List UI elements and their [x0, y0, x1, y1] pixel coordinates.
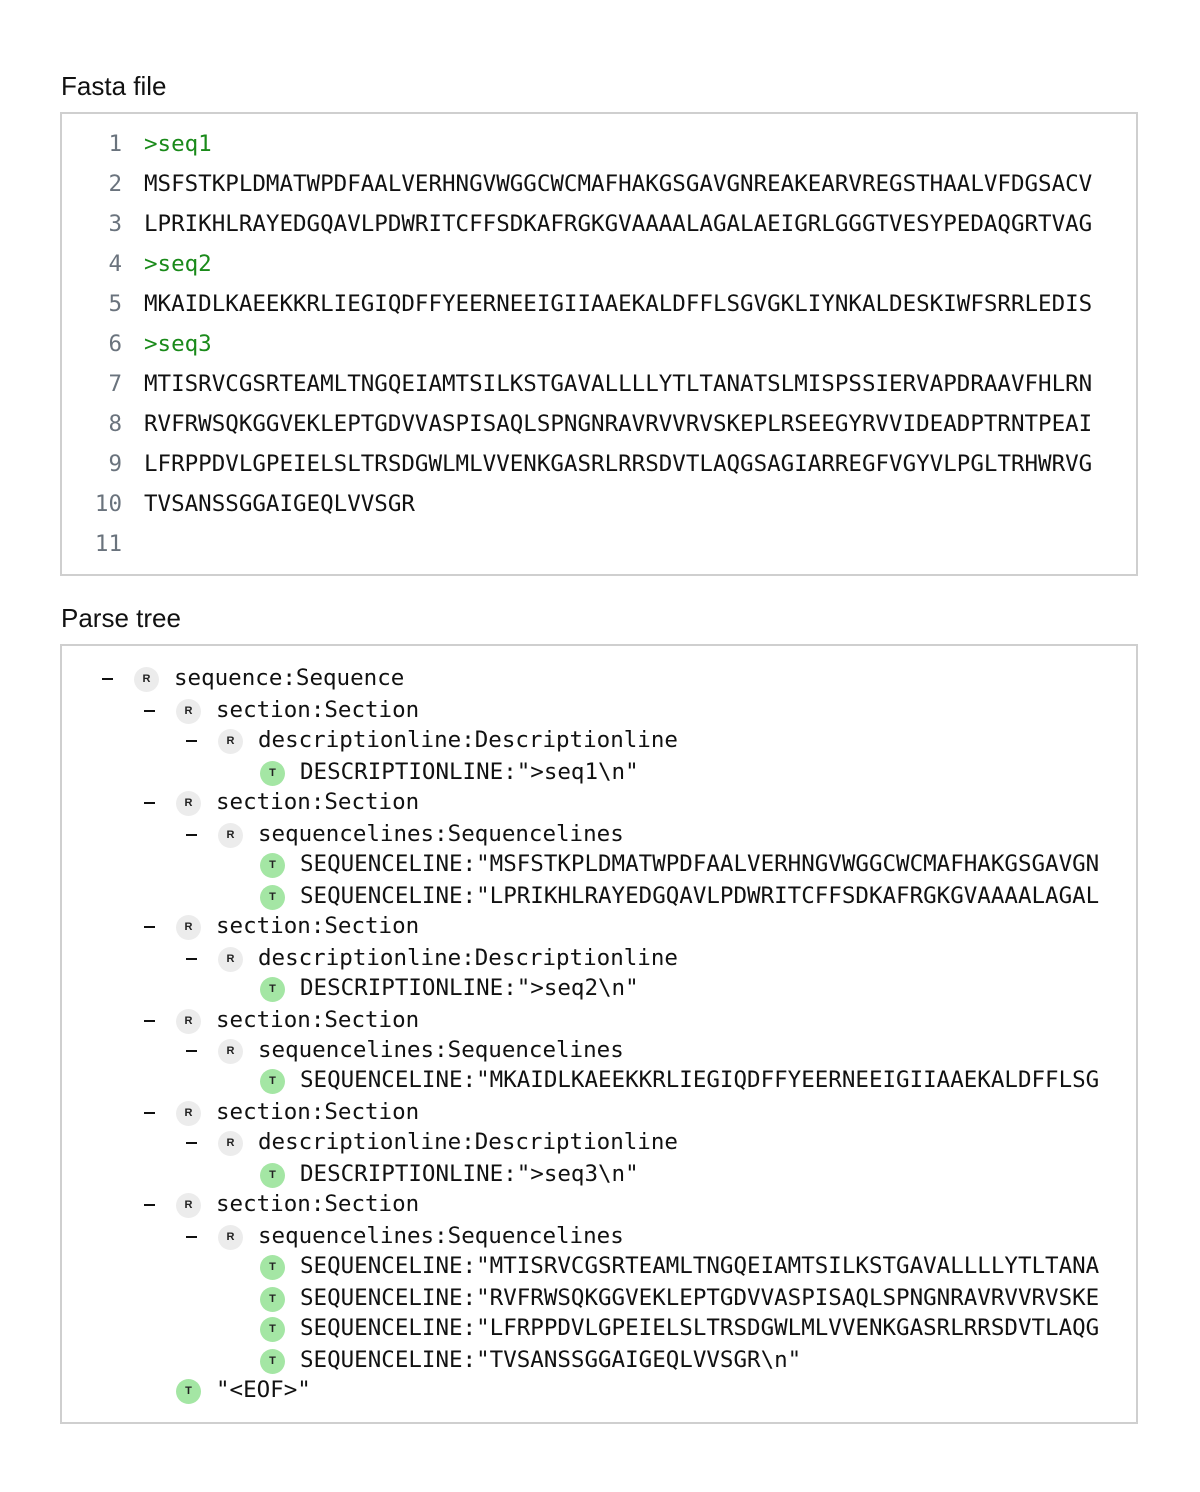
tree-node-token — [62, 1251, 1138, 1283]
rule-badge-icon: R — [176, 699, 201, 724]
tree-node-label: section:Section — [216, 1191, 420, 1217]
code-line[interactable] — [62, 524, 1138, 564]
tree-node-rule[interactable] — [62, 725, 1138, 757]
sequence-line-text: TVSANSSGGAIGEQLVVSGR — [144, 491, 415, 517]
line-number: 6 — [108, 331, 122, 357]
line-number: 3 — [108, 211, 122, 237]
collapse-toggle-icon[interactable] — [102, 678, 113, 680]
tree-node-rule[interactable] — [62, 663, 1138, 695]
line-number: 9 — [108, 451, 122, 477]
token-badge-icon: T — [260, 1163, 285, 1188]
tree-node-label: DESCRIPTIONLINE:">seq1\n" — [300, 759, 639, 785]
tree-node-token — [62, 1283, 1138, 1315]
tree-node-label: sequence:Sequence — [174, 665, 405, 691]
tree-node-label: sequencelines:Sequencelines — [258, 1223, 624, 1249]
tree-node-token — [62, 1345, 1138, 1377]
code-line[interactable] — [62, 204, 1138, 244]
rule-badge-icon: R — [218, 1131, 243, 1156]
tree-node-label: SEQUENCELINE:"TVSANSSGGAIGEQLVVSGR\n" — [300, 1347, 802, 1373]
tree-node-rule[interactable] — [62, 787, 1138, 819]
tree-node-label: descriptionline:Descriptionline — [258, 1129, 678, 1155]
tree-node-rule[interactable] — [62, 1035, 1138, 1067]
code-line[interactable] — [62, 164, 1138, 204]
tree-node-token — [62, 1065, 1138, 1097]
tree-node-label: section:Section — [216, 1007, 420, 1033]
collapse-toggle-icon[interactable] — [144, 710, 155, 712]
tree-node-label: DESCRIPTIONLINE:">seq3\n" — [300, 1161, 639, 1187]
line-number: 8 — [108, 411, 122, 437]
tree-node-label: SEQUENCELINE:"MKAIDLKAEEKKRLIEGIQDFFYEERNEEIGIIAAEKALDFFLSG — [300, 1067, 1100, 1093]
sequence-line-text: MTISRVCGSRTEAMLTNGQEIAMTSILKSTGAVALLLLYTLTANATSLMISPSSIERVAPDRAAVFHLRN — [144, 371, 1093, 397]
tree-node-token — [62, 1313, 1138, 1345]
tree-node-label: DESCRIPTIONLINE:">seq2\n" — [300, 975, 639, 1001]
tree-node-rule[interactable] — [62, 1127, 1138, 1159]
tree-node-label: SEQUENCELINE:"MSFSTKPLDMATWPDFAALVERHNGVWGGCWCMAFHAKGSGAVGN — [300, 851, 1100, 877]
collapse-toggle-icon[interactable] — [144, 1112, 155, 1114]
collapse-toggle-icon[interactable] — [144, 802, 155, 804]
sequence-line-text: LPRIKHLRAYEDGQAVLPDWRITCFFSDKAFRGKGVAAAALAGALAEIGRLGGGTVESYPEDAQGRTVAG — [144, 211, 1093, 237]
sequence-line-text: MSFSTKPLDMATWPDFAALVERHNGVWGGCWCMAFHAKGSGAVGNREAKEARVREGSTHAALVFDGSACV — [144, 171, 1093, 197]
line-number: 4 — [108, 251, 122, 277]
collapse-toggle-icon[interactable] — [186, 958, 197, 960]
line-number: 5 — [108, 291, 122, 317]
token-badge-icon: T — [260, 853, 285, 878]
tree-node-token — [62, 1159, 1138, 1191]
line-number: 7 — [108, 371, 122, 397]
collapse-toggle-icon[interactable] — [186, 834, 197, 836]
collapse-toggle-icon[interactable] — [144, 1020, 155, 1022]
code-line[interactable] — [62, 484, 1138, 524]
parse-tree-panel — [60, 644, 1138, 1424]
token-badge-icon: T — [260, 885, 285, 910]
tree-node-token — [62, 849, 1138, 881]
code-line[interactable] — [62, 364, 1138, 404]
line-number: 1 — [108, 131, 122, 157]
rule-badge-icon: R — [176, 1193, 201, 1218]
collapse-toggle-icon[interactable] — [186, 1142, 197, 1144]
token-badge-icon: T — [176, 1379, 201, 1404]
token-badge-icon: T — [260, 1349, 285, 1374]
tree-node-label: sequencelines:Sequencelines — [258, 1037, 624, 1063]
sequence-line-text: RVFRWSQKGGVEKLEPTGDVVASPISAQLSPNGNRAVRVVRVSKEPLRSEEGYRVVIDEADPTRNTPEAI — [144, 411, 1093, 437]
line-number: 2 — [108, 171, 122, 197]
fasta-file-title: Fasta file — [61, 71, 167, 101]
tree-node-label: sequencelines:Sequencelines — [258, 821, 624, 847]
code-line[interactable] — [62, 444, 1138, 484]
rule-badge-icon: R — [176, 791, 201, 816]
tree-node-label: SEQUENCELINE:"RVFRWSQKGGVEKLEPTGDVVASPISAQLSPNGNRAVRVVRVSKE — [300, 1285, 1100, 1311]
tree-node-label: section:Section — [216, 913, 420, 939]
code-line[interactable] — [62, 324, 1138, 364]
tree-node-label: section:Section — [216, 1099, 420, 1125]
collapse-toggle-icon[interactable] — [186, 1050, 197, 1052]
description-line-text: >seq2 — [144, 251, 212, 277]
tree-node-rule[interactable] — [62, 695, 1138, 727]
rule-badge-icon: R — [218, 947, 243, 972]
parse-tree-title: Parse tree — [61, 603, 181, 633]
tree-node-token — [62, 757, 1138, 789]
rule-badge-icon: R — [218, 1225, 243, 1250]
collapse-toggle-icon[interactable] — [144, 926, 155, 928]
collapse-toggle-icon[interactable] — [144, 1204, 155, 1206]
tree-node-label: section:Section — [216, 789, 420, 815]
tree-node-label: SEQUENCELINE:"MTISRVCGSRTEAMLTNGQEIAMTSILKSTGAVALLLLYTLTANA — [300, 1253, 1100, 1279]
code-line[interactable] — [62, 404, 1138, 444]
rule-badge-icon: R — [218, 823, 243, 848]
rule-badge-icon: R — [176, 915, 201, 940]
rule-badge-icon: R — [176, 1009, 201, 1034]
rule-badge-icon: R — [134, 667, 159, 692]
sequence-line-text: LFRPPDVLGPEIELSLTRSDGWLMLVVENKGASRLRRSDVTLAQGSAGIARREGFVGYVLPGLTRHWRVG — [144, 451, 1093, 477]
token-badge-icon: T — [260, 761, 285, 786]
tree-node-label: descriptionline:Descriptionline — [258, 945, 678, 971]
token-badge-icon: T — [260, 1287, 285, 1312]
tree-node-token — [62, 881, 1138, 913]
tree-node-label: SEQUENCELINE:"LFRPPDVLGPEIELSLTRSDGWLMLVVENKGASRLRRSDVTLAQG — [300, 1315, 1100, 1341]
tree-node-label: "<EOF>" — [216, 1377, 311, 1403]
description-line-text: >seq1 — [144, 131, 212, 157]
token-badge-icon: T — [260, 1317, 285, 1342]
tree-node-rule[interactable] — [62, 943, 1138, 975]
line-number: 10 — [94, 491, 122, 517]
collapse-toggle-icon[interactable] — [186, 1236, 197, 1238]
code-line[interactable] — [62, 124, 1138, 164]
collapse-toggle-icon[interactable] — [186, 740, 197, 742]
token-badge-icon: T — [260, 1069, 285, 1094]
description-line-text: >seq3 — [144, 331, 212, 357]
code-line[interactable] — [62, 284, 1138, 324]
tree-node-label: descriptionline:Descriptionline — [258, 727, 678, 753]
rule-badge-icon: R — [218, 729, 243, 754]
token-badge-icon: T — [260, 1255, 285, 1280]
tree-node-rule[interactable] — [62, 1097, 1138, 1129]
tree-node-rule[interactable] — [62, 1005, 1138, 1037]
tree-node-label: section:Section — [216, 697, 420, 723]
tree-node-rule[interactable] — [62, 1189, 1138, 1221]
tree-node-rule[interactable] — [62, 819, 1138, 851]
tree-node-token — [62, 973, 1138, 1005]
fasta-editor[interactable] — [60, 112, 1138, 576]
rule-badge-icon: R — [176, 1101, 201, 1126]
tree-node-label: SEQUENCELINE:"LPRIKHLRAYEDGQAVLPDWRITCFFSDKAFRGKGVAAAALAGAL — [300, 883, 1100, 909]
tree-node-rule[interactable] — [62, 1221, 1138, 1253]
sequence-line-text: MKAIDLKAEEKKRLIEGIQDFFYEERNEEIGIIAAEKALDFFLSGVGKLIYNKALDESKIWFSRRLEDIS — [144, 291, 1093, 317]
token-badge-icon: T — [260, 977, 285, 1002]
line-number: 11 — [94, 531, 122, 557]
tree-node-token — [62, 1375, 1138, 1407]
tree-node-rule[interactable] — [62, 911, 1138, 943]
code-line[interactable] — [62, 244, 1138, 284]
rule-badge-icon: R — [218, 1039, 243, 1064]
